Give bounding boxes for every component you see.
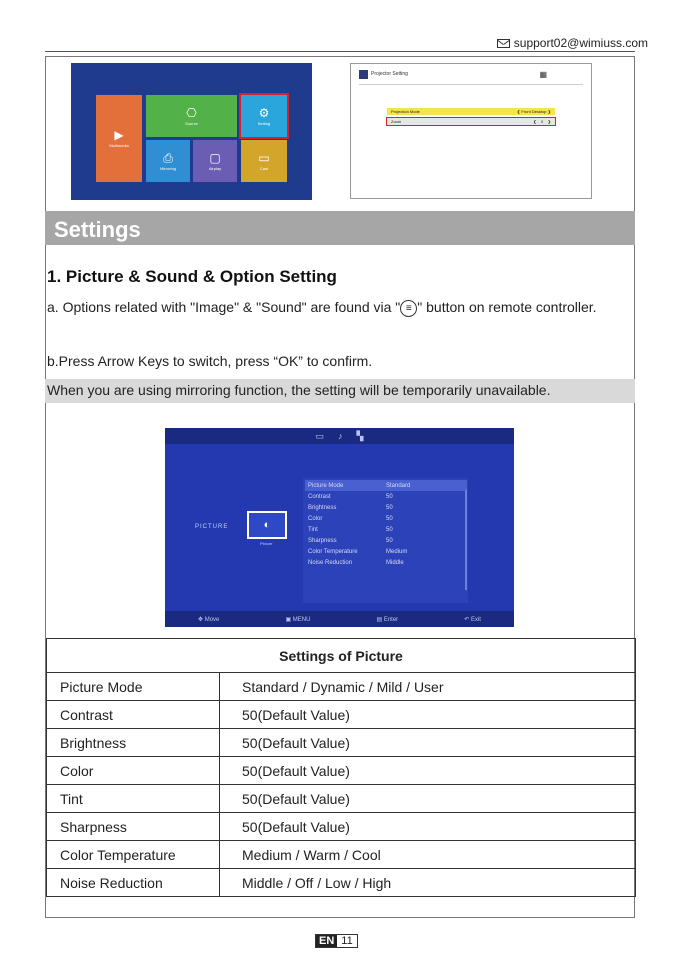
chevron-right-icon: ❯ bbox=[547, 119, 551, 124]
airplay-icon: ▢ bbox=[209, 150, 221, 165]
chevron-right-icon: ❯ bbox=[547, 109, 551, 114]
picture-menu-screenshot bbox=[165, 428, 514, 627]
play-icon: ▶ bbox=[114, 128, 124, 142]
table-row: Sharpness 50(Default Value) bbox=[47, 813, 636, 841]
move-icon: ✥ bbox=[198, 616, 204, 623]
menu-item: Color Temperature Medium bbox=[308, 548, 408, 555]
table-row: Brightness 50(Default Value) bbox=[47, 729, 636, 757]
menu-item: Contrast 50 bbox=[308, 493, 393, 500]
paragraph-b: b.Press Arrow Keys to switch, press “OK” to confirm. bbox=[47, 353, 373, 369]
sound-tab-icon: ♪ bbox=[338, 431, 343, 441]
table-row: Contrast 50(Default Value) bbox=[47, 701, 636, 729]
option-tab-icon: ▚ bbox=[356, 430, 364, 441]
home-menu-screenshot bbox=[71, 63, 312, 200]
zoom-row: Zoom ❮ 0 ❯ bbox=[387, 118, 555, 125]
menu-icon: ▣ bbox=[285, 616, 292, 623]
menu-category-sub: Picture bbox=[260, 541, 273, 546]
menu-list bbox=[305, 480, 467, 568]
tile-setting: ⚙ Setting bbox=[241, 95, 287, 137]
paragraph-a: a. Options related with "Image" & "Sound" are found via " ≡ " button on remote controller. bbox=[47, 299, 597, 315]
header-email bbox=[497, 36, 648, 50]
menu-item: Tint 50 bbox=[308, 526, 393, 533]
subsection-heading: 1. Picture & Sound & Option Setting bbox=[47, 267, 337, 286]
projector-title: Projector Setting bbox=[371, 71, 408, 77]
exit-icon: ↶ bbox=[464, 616, 470, 623]
picture-tab-icon: ▭ bbox=[315, 430, 325, 441]
chevron-left-icon: ❮ bbox=[516, 109, 521, 114]
menu-button-icon: ≡ bbox=[400, 300, 417, 317]
menu-item: Sharpness 50 bbox=[308, 537, 393, 544]
projector-setting-screenshot bbox=[350, 63, 592, 199]
chevron-left-icon: ❮ bbox=[533, 119, 537, 124]
tile-airplay: ▢ Airplay bbox=[193, 140, 237, 182]
envelope-icon bbox=[497, 39, 510, 48]
settings-table bbox=[46, 638, 636, 897]
menu-scrollbar bbox=[465, 490, 467, 590]
picture-icon: ◐ bbox=[247, 511, 287, 539]
table-row: Color Temperature Medium / Warm / Cool bbox=[47, 841, 636, 869]
table-title: Settings of Picture bbox=[47, 639, 636, 673]
section-title: Settings bbox=[54, 217, 141, 242]
tile-multimedia: ▶ Multimedia bbox=[96, 95, 142, 182]
menu-item: Color 50 bbox=[308, 515, 393, 522]
mirroring-icon: ⎙ bbox=[163, 150, 173, 165]
status-icon: ▦ bbox=[539, 70, 547, 79]
menu-top-bar bbox=[165, 428, 514, 444]
menu-bottom-bar: ✥ Move ▣ MENU ▤ Enter ↶ Exit bbox=[165, 611, 514, 627]
enter-icon: ▤ bbox=[376, 616, 383, 623]
table-row: Noise Reduction Middle / Off / Low / High bbox=[47, 869, 636, 897]
menu-item: Picture Mode Standard bbox=[305, 480, 467, 491]
language-badge: EN bbox=[316, 935, 337, 947]
tile-cast: ▭ Cast bbox=[241, 140, 287, 182]
table-row: Picture Mode Standard / Dynamic / Mild / User bbox=[47, 673, 636, 701]
menu-category: PICTURE bbox=[195, 524, 229, 530]
page-footer bbox=[315, 934, 358, 948]
menu-item: Brightness 50 bbox=[308, 504, 393, 511]
source-icon: ⎔ bbox=[186, 105, 197, 120]
table-row: Color 50(Default Value) bbox=[47, 757, 636, 785]
table-header-row bbox=[47, 639, 636, 673]
page-number: 11 bbox=[341, 935, 353, 947]
tile-source: ⎔ Source bbox=[146, 95, 237, 137]
table-row: Tint 50(Default Value) bbox=[47, 785, 636, 813]
email-text: support02@wimiuss.com bbox=[513, 36, 648, 50]
header-rule bbox=[45, 51, 635, 52]
tile-mirroring: ⎙ Mirroring bbox=[146, 140, 190, 182]
cast-icon: ▭ bbox=[258, 150, 270, 165]
projection-mode-row: Projection Mode ❮ Front Desktop ❯ bbox=[387, 108, 555, 115]
mirroring-note: When you are using mirroring function, the setting will be temporarily unavailable. bbox=[47, 382, 551, 398]
menu-item: Noise Reduction Middle bbox=[308, 559, 404, 566]
divider bbox=[359, 84, 583, 85]
projector-icon bbox=[359, 70, 368, 79]
gear-icon: ⚙ bbox=[258, 105, 270, 120]
